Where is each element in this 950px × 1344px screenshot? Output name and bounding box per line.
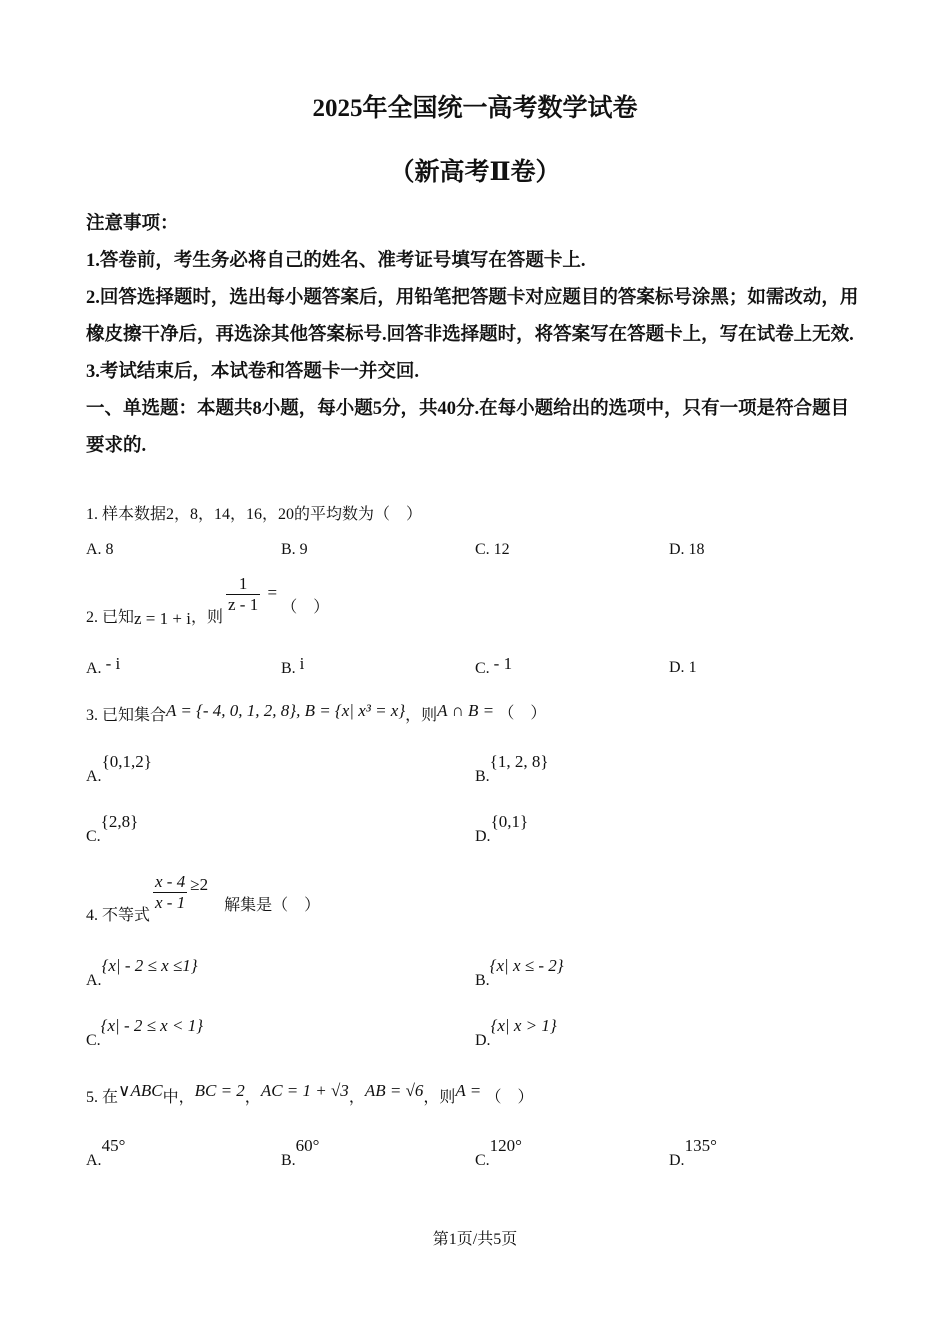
q5-option-b xyxy=(281,1136,320,1171)
q4-option-d-value: {x| x > 1} xyxy=(490,1016,557,1035)
q2-option-b-letter: B. xyxy=(281,660,296,677)
question-3 xyxy=(86,700,546,723)
q2-fraction xyxy=(226,574,260,615)
q2-option-c-letter: C. xyxy=(475,660,490,677)
question-2 xyxy=(86,574,330,629)
q3-prefix: 3. 已知集合 xyxy=(86,707,167,724)
q5-then: ，则 xyxy=(423,1089,456,1106)
q2-option-d-value: 1 xyxy=(688,659,697,676)
q3-mid: ，则 xyxy=(405,707,438,724)
q2-option-d xyxy=(669,658,697,678)
q4-option-c xyxy=(86,1016,203,1051)
notes-heading: 注意事项： xyxy=(86,214,179,234)
q4-option-a-letter: A. xyxy=(86,972,102,989)
q2-suffix: （ ） xyxy=(281,599,330,617)
q4-denominator: x - 1 xyxy=(155,893,186,912)
question-1-text: 1. 样本数据2，8，14，16，20的平均数为（ ） xyxy=(86,506,423,523)
q3-option-d xyxy=(475,812,529,847)
notes-item-1: 1.答卷前，考生务必将自己的姓名、准考证号填写在答题卡上. xyxy=(86,251,586,271)
q4-option-b-value: {x| x ≤ - 2} xyxy=(489,956,564,975)
q4-option-a-value: {x| - 2 ≤ x ≤1} xyxy=(101,956,198,975)
q2-option-a-letter: A. xyxy=(86,660,102,677)
notes-item-3: 3.考试结束后，本试卷和答题卡一并交回. xyxy=(86,362,420,382)
q4-option-c-value: {x| - 2 ≤ x < 1} xyxy=(100,1016,203,1035)
q5-option-b-letter: B. xyxy=(281,1152,296,1169)
q3-option-a-letter: A. xyxy=(86,768,102,785)
q3-option-c-letter: C. xyxy=(86,828,101,845)
q3-option-d-letter: D. xyxy=(475,828,491,845)
q1-option-b: B. 9 xyxy=(281,541,308,558)
q3-expression: A ∩ B = xyxy=(437,701,499,720)
q3-option-a-value: {0,1,2} xyxy=(101,752,152,771)
q5-bc: BC = 2 xyxy=(194,1081,245,1100)
q3-option-a xyxy=(86,752,152,787)
q3-option-b xyxy=(475,752,549,787)
q4-option-d xyxy=(475,1016,557,1051)
q4-inequality: ≥2 xyxy=(190,875,209,895)
q1-option-a: A. 8 xyxy=(86,541,114,558)
q5-triangle: ∨ABC xyxy=(118,1081,163,1100)
q4-option-d-letter: D. xyxy=(475,1032,491,1049)
q4-option-b-letter: B. xyxy=(475,972,490,989)
q2-option-b xyxy=(281,654,305,679)
q5-comma-1: ， xyxy=(244,1089,261,1106)
q2-option-a xyxy=(86,654,121,679)
q5-option-c xyxy=(475,1136,522,1171)
q4-option-c-letter: C. xyxy=(86,1032,101,1049)
q3-option-b-value: {1, 2, 8} xyxy=(489,752,549,771)
q2-denominator: z - 1 xyxy=(227,595,259,614)
q5-expression: A = xyxy=(455,1081,486,1100)
q5-option-a-letter: A. xyxy=(86,1152,102,1169)
section-heading: 一、单选题：本题共8小题，每小题5分，共40分.在每小题给出的选项中，只有一项是符合题目要求的. xyxy=(86,399,850,456)
q4-prefix: 4. 不等式 xyxy=(86,907,151,925)
q2-option-a-value: - i xyxy=(105,654,121,673)
exam-title: 2025年全国统一高考数学试卷 xyxy=(312,95,638,122)
q3-suffix: （ ） xyxy=(498,705,547,722)
q4-numerator: x - 4 xyxy=(155,872,186,891)
q1-option-d: D. 18 xyxy=(669,541,705,558)
q4-option-b xyxy=(475,956,564,991)
q1-option-c: C. 12 xyxy=(475,541,510,558)
q4-suffix: 解集是（ ） xyxy=(208,897,321,915)
q3-option-c xyxy=(86,812,139,847)
q5-comma-2: ， xyxy=(348,1089,365,1106)
q2-option-b-value: i xyxy=(299,654,305,673)
q5-t1: 中， xyxy=(162,1089,195,1106)
q5-option-a-value: 45° xyxy=(101,1136,126,1155)
q5-ac: AC = 1 + √3 xyxy=(260,1081,349,1100)
q2-option-c xyxy=(475,654,513,679)
q4-fraction xyxy=(153,872,187,913)
q5-suffix: （ ） xyxy=(485,1089,534,1106)
q5-option-d-value: 135° xyxy=(684,1136,717,1155)
question-5 xyxy=(86,1080,534,1106)
q5-ab: AB = √6 xyxy=(364,1081,424,1100)
q2-option-c-value: - 1 xyxy=(493,654,513,673)
q2-equals: = xyxy=(263,583,282,603)
q4-option-a xyxy=(86,956,198,991)
page-footer: 第1页/共5页 xyxy=(432,1231,518,1248)
q2-prefix: 2. 已知 xyxy=(86,609,135,627)
q2-numerator: 1 xyxy=(238,574,248,593)
q3-option-b-letter: B. xyxy=(475,768,490,785)
exam-subtitle: （新高考Ⅱ卷） xyxy=(389,159,561,186)
q3-option-d-value: {0,1} xyxy=(490,812,529,831)
q2-condition: z = 1 + i xyxy=(134,609,191,629)
q5-option-b-value: 60° xyxy=(295,1136,320,1155)
q5-option-d xyxy=(669,1136,717,1171)
q3-option-c-value: {2,8} xyxy=(100,812,139,831)
q5-option-d-letter: D. xyxy=(669,1152,685,1169)
notes-block xyxy=(86,206,864,465)
q5-option-c-letter: C. xyxy=(475,1152,490,1169)
q5-option-c-value: 120° xyxy=(489,1136,522,1155)
q5-prefix: 5. 在 xyxy=(86,1089,119,1106)
q2-option-d-letter: D. xyxy=(669,659,685,676)
q2-mid: ，则 xyxy=(190,609,223,627)
notes-item-2: 2.回答选择题时，选出每小题答案后，用铅笔把答题卡对应题目的答案标号涂黑；如需改动，用橡皮擦干净后，再选涂其他答案标号.回答非选择题时，将答案写在答题卡上，写在试卷上无效. xyxy=(86,288,859,345)
q3-sets: A = {- 4, 0, 1, 2, 8}, B = {x| x³ = x} xyxy=(166,701,406,720)
question-4 xyxy=(86,872,321,925)
q5-option-a xyxy=(86,1136,126,1171)
